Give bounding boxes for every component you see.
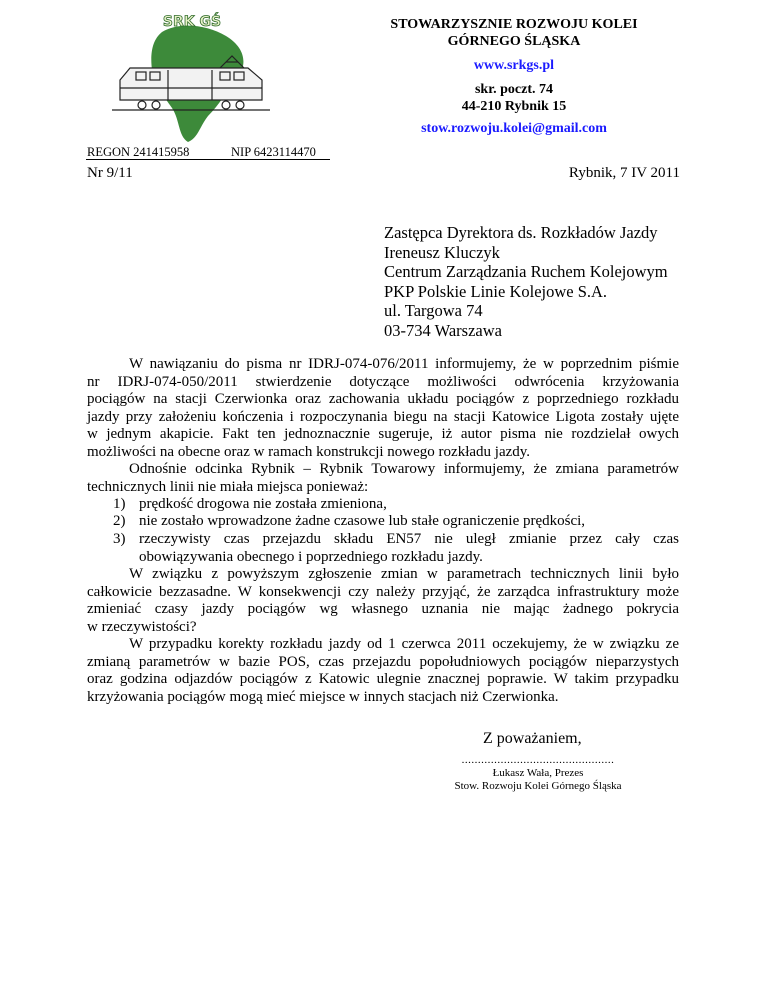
list-item <box>113 531 679 567</box>
signer-name: Łukasz Wała, Prezes <box>492 767 584 779</box>
paragraph-line: w jednym akapicie. Fakt ten jednoznacznie sugeruje, iż autor pisma nie rozdzielał owych <box>87 426 679 442</box>
paragraph-3 <box>87 566 679 636</box>
paragraph-line: jazdy przy założeniu kończenia i rozpoczynania biegu na stacji Katowice Ligota zostały ujęte <box>87 408 679 425</box>
regon-number: REGON 241415958 <box>87 145 190 159</box>
paragraph-line: technicznych linii nie miała miejsca ponieważ: <box>87 478 369 495</box>
website-link[interactable]: www.srkgs.pl <box>473 58 555 73</box>
paragraph-line: możliwości na obecne oraz w ramach konstrukcji nowego rozkładu jazdy. <box>87 443 531 460</box>
paragraph-line: nr IDRJ-074-050/2011 stwierdzenie dotyczące możliwości odwrócenia krzyżowania <box>87 373 679 390</box>
paragraph-line: W nawiązaniu do pisma nr IDRJ-074-076/2011 informujemy, że w poprzednim piśmie <box>129 356 679 372</box>
paragraph-1 <box>87 356 679 461</box>
recipient-line: ul. Targowa 74 <box>384 301 483 320</box>
paragraph-line: zmieniać czasy jazdy pociągów wg własnego uznania nie mając żadnego pokrycia <box>87 601 679 617</box>
recipient-line: PKP Polskie Linie Kolejowe S.A. <box>384 281 608 301</box>
list-item <box>113 513 679 531</box>
list-item <box>113 496 679 514</box>
letter-date: Rybnik, 7 IV 2011 <box>568 165 680 181</box>
paragraph-line: W przypadku korekty rozkładu jazdy od 1 czerwca 2011 oczekujemy, że w związku ze <box>129 636 679 652</box>
recipient-address <box>384 223 668 340</box>
list-text: nie zostało wprowadzone żadne czasowe lub stałe ograniczenie prędkości, <box>139 513 586 529</box>
nip-number: NIP 6423114470 <box>231 145 316 159</box>
postal-address: 44-210 Rybnik 15 <box>461 99 567 114</box>
organization-logo <box>108 8 276 148</box>
org-name-line1: STOWARZYSZNIE ROZWOJU KOLEI <box>390 17 638 32</box>
po-box: skr. poczt. 74 <box>474 82 554 97</box>
letter-number: Nr 9/11 <box>87 165 133 181</box>
paragraph-line: całkowicie bezzasadne. W konsekwencji czy należy przyjąć, że zarządca infrastruktury może <box>87 583 679 600</box>
paragraph-line: oraz godzina odjazdów pociągów z Katowic ulegnie znacznej poprawie. W takim przypadku <box>87 671 679 687</box>
email-link[interactable]: stow.rozwoju.kolei@gmail.com <box>421 121 607 136</box>
paragraph-line: pociągów na stacji Czerwionka oraz zachowania układu pociągów z poprzedniego rozkładu <box>87 391 679 407</box>
list-number: 3) <box>113 531 126 547</box>
signer-organization: Stow. Rozwoju Kolei Górnego Śląska <box>454 780 622 792</box>
paragraph-line: Odnośnie odcinka Rybnik – Rybnik Towarowy informujemy, że zmiana parametrów <box>129 461 679 477</box>
closing-salutation: Z poważaniem, <box>483 730 582 747</box>
org-name-line2: GÓRNEGO ŚLĄSKA <box>447 34 581 49</box>
paragraph-line: zmianą parametrów w bazie POS, czas przejazdu popołudniowych pociągów nieparzystych <box>87 653 679 670</box>
list-text: prędkość drogowa nie została zmieniona, <box>139 496 387 512</box>
recipient-line: Zastępca Dyrektora ds. Rozkładów Jazdy <box>384 223 658 242</box>
paragraph-line: krzyżowania pociągów mogą mieć miejsce w innych stacjach niż Czerwionka. <box>87 688 559 705</box>
list-text: obowiązywania obecnego i poprzedniego rozkładu jazdy. <box>139 548 483 565</box>
logo-text: SRK GŚ <box>162 14 222 30</box>
signature-line: ............................................... <box>461 754 615 766</box>
recipient-line: Ireneusz Kluczyk <box>384 242 500 262</box>
list-number: 2) <box>113 513 126 529</box>
recipient-line: Centrum Zarządzania Ruchem Kolejowym <box>384 262 668 281</box>
list-text: rzeczywisty czas przejazdu składu EN57 nie uległ zmianie przez cały czas <box>139 531 679 547</box>
paragraph-2 <box>87 461 679 496</box>
recipient-line: 03-734 Warszawa <box>384 320 502 340</box>
paragraph-line: w rzeczywistości? <box>87 618 197 635</box>
paragraph-line: W związku z powyższym zgłoszenie zmian w parametrach technicznych linii było <box>129 566 679 582</box>
list-number: 1) <box>113 496 126 512</box>
paragraph-4 <box>87 636 679 706</box>
